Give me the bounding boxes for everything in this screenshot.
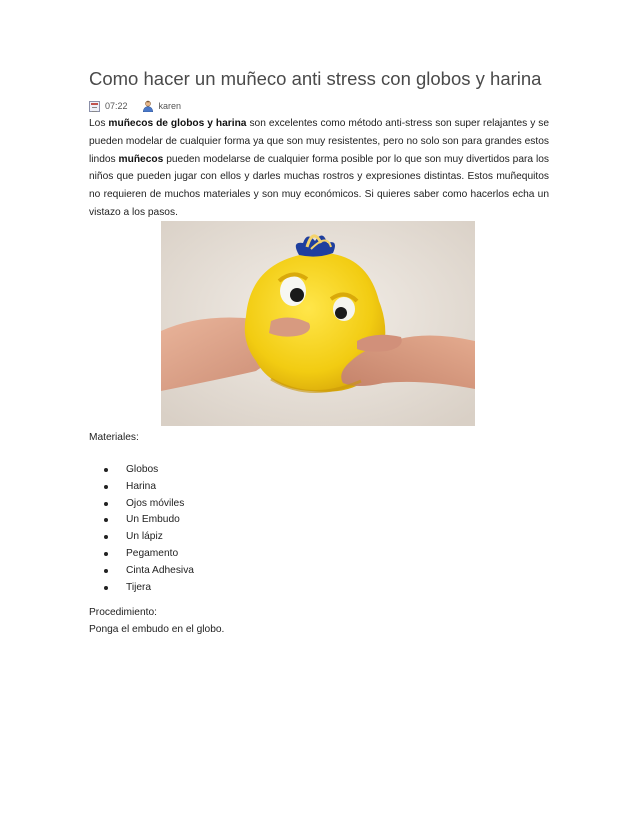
list-item: Un Embudo [89, 512, 194, 529]
post-time[interactable]: 07:22 [105, 101, 128, 111]
list-item: Harina [89, 479, 194, 496]
list-item: Cinta Adhesiva [89, 563, 194, 580]
procedure-heading: Procedimiento: [89, 607, 157, 618]
toy-photo [161, 221, 475, 426]
calendar-icon [89, 101, 100, 112]
intro-text-1: son excelentes como método anti-stress son super relajantes y se pueden modelar de cualquier forma ya que son muy resistentes, pero no solo son para grandes estos lindos [89, 118, 550, 165]
list-item: Tijera [89, 580, 194, 597]
materials-list [89, 462, 194, 596]
procedure-step-1: Ponga el embudo en el globo. [89, 624, 225, 635]
list-item: Ojos móviles [89, 496, 194, 513]
intro-bold-2: muñecos [118, 153, 164, 165]
intro-bold-1: muñecos de globos y harina [108, 118, 247, 129]
post-meta [89, 99, 181, 113]
materials-heading: Materiales: [89, 432, 139, 443]
intro-lead: Los [89, 118, 106, 129]
post-author[interactable]: karen [158, 101, 182, 111]
post-title[interactable]: Como hacer un muñeco anti stress con globos y harina [89, 68, 542, 89]
list-item: Pegamento [89, 546, 194, 563]
list-item: Un lápiz [89, 529, 194, 546]
user-icon [142, 100, 154, 112]
intro-paragraph [89, 115, 549, 222]
intro-text-2: pueden modelarse de cualquier forma posible por lo que son muy divertidos para los niños que pueden jugar con ellos y darles muchas rostros y expresiones distintas. Estos muñequitos no requieren de muchos materiales y son muy económicos. Si quieres saber como hacerlos echa un vistazo a los pasos. [89, 153, 549, 218]
list-item: Globos [89, 462, 194, 479]
